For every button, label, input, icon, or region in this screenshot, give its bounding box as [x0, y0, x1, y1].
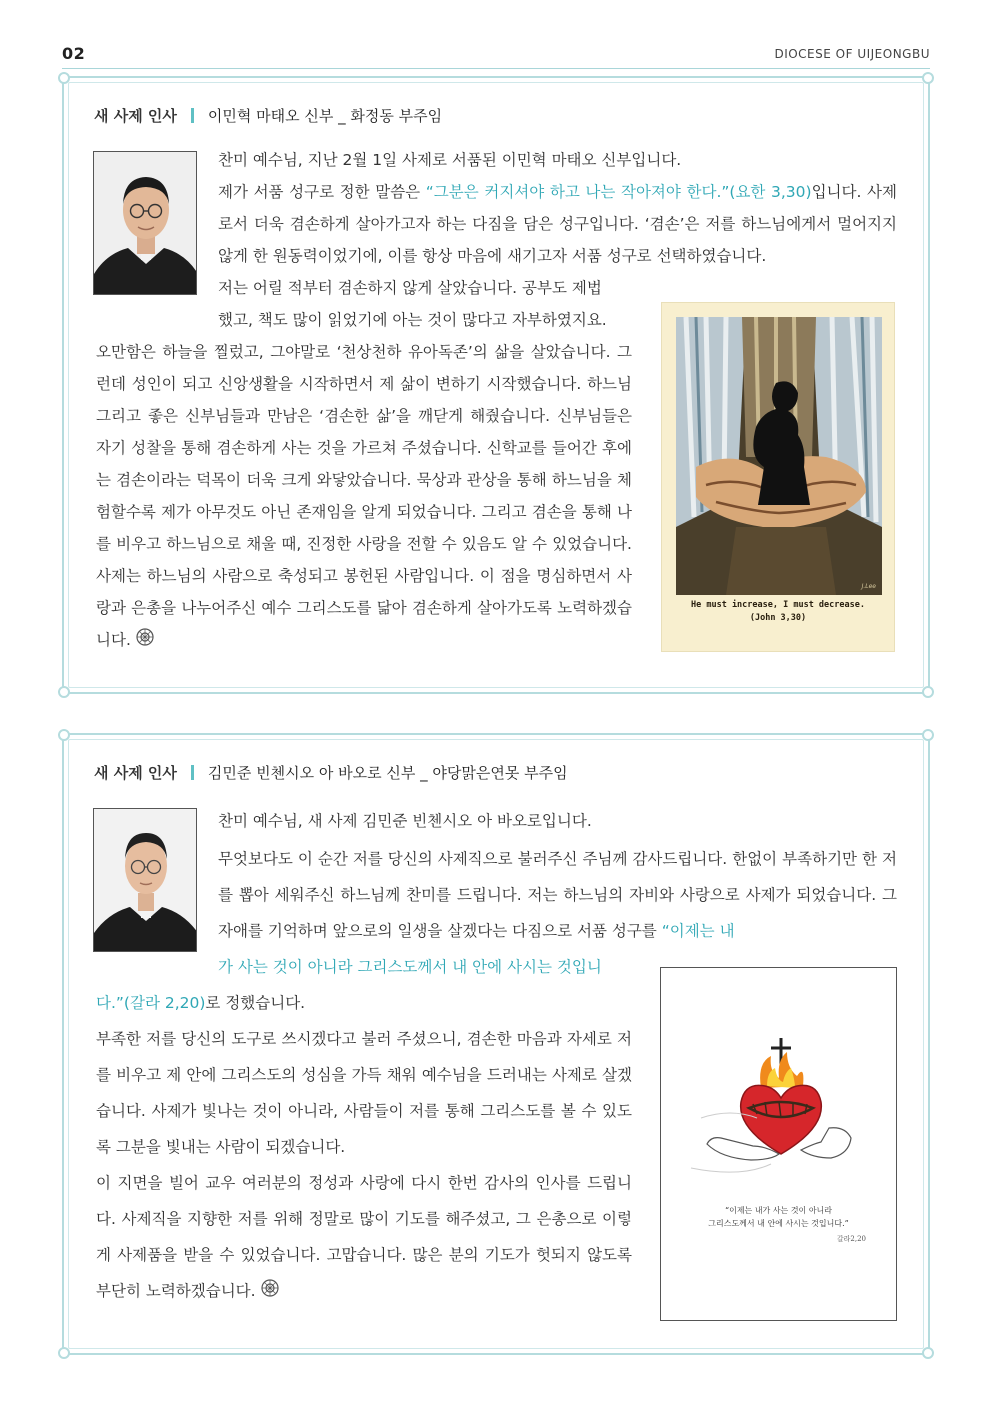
corner-ornament — [922, 1347, 934, 1359]
corner-ornament — [922, 729, 934, 741]
paragraph — [218, 841, 897, 949]
title-divider — [191, 765, 194, 780]
text-run: 오만함은 하늘을 찔렀고, 그야말로 ‘천상천하 유아독존’의 삶을 살았습니다. 그런데 성인이 되고 신앙생활을 시작하면서 제 삶이 변하기 시작했습니다. 하느님 그리고 좋은 신부님들과 만남은 ‘겸손한 삶’을 깨닫게 해줬습니다. 신부님들은 자기 성찰을 통해 겸손하게 사는 것을 가르쳐 주셨습니다. 신학교를 들어간 후에는 겸손이라는 덕목이 더욱 크게 와닿았습니다. 묵상과 관상을 통해 하느님을 체험할수록 제가 아무것도 아닌 존재임을 알게 되었습니다. 그리고 겸손을 통해 나를 비우고 하느님으로 채울 때, 진정한 사랑을 전할 수 있음도 알 수 있었습니다. 사제는 하느님의 사람으로 축성되고 봉헌된 사람입니다. 이 점을 명심하면서 사랑과 은총을 나누어주신 예수 그리스도를 닮아 겸손하게 살아가도록 노력하겠습니다. — [96, 343, 632, 649]
header-rule — [62, 68, 930, 69]
scripture-quote: 가 사는 것이 아니라 그리스도께서 내 안에 사시는 것입니 — [218, 958, 602, 976]
priest-photo-1 — [93, 151, 197, 295]
paragraph-line — [218, 949, 632, 985]
section-title-1 — [94, 105, 442, 126]
text-run: 무엇보다도 이 순간 저를 당신의 사제직으로 불러주신 주님께 감사드립니다. 한없이 부족하기만 한 저를 뽑아 세워주신 하느님께 찬미를 드립니다. 저는 하느님의 자비와 사랑으로 사제가 되었습니다. 그 자애를 기억하며 앞으로의 일생을 살겠다는 다짐으로 서품 성구를 — [218, 850, 897, 940]
text-run: 입니다. 사제로서 더욱 겸손하게 살아가고자 하는 다짐을 담은 성구입니다. ‘겸손’은 저를 하느님에게서 멀어지지 않게 한 원동력이었기에, 이를 항상 마음에 새기고자 서품 성구로 선택하였습니다. — [218, 183, 897, 265]
publication-name: DIOCESE OF UIJEONGBU — [774, 47, 930, 61]
rosette-end-mark-icon — [136, 625, 154, 657]
artwork-hands-figure — [661, 302, 895, 652]
portrait-photo-icon — [94, 152, 197, 295]
scripture-quote: 다.”(갈라 2,20) — [96, 994, 206, 1012]
portrait-photo-icon — [94, 809, 197, 952]
section-tag: 새 사제 인사 — [94, 107, 177, 125]
corner-ornament — [922, 686, 934, 698]
corner-ornament — [58, 1347, 70, 1359]
paragraph-line — [96, 985, 632, 1021]
text-run: 제가 서품 성구로 정한 말씀은 — [218, 183, 426, 201]
section-tag: 새 사제 인사 — [94, 764, 177, 782]
priest-name-title: 김민준 빈첸시오 아 바오로 신부 _ 야당맑은연못 부주임 — [207, 764, 568, 782]
artwork-sacred-heart — [660, 967, 897, 1321]
rosette-end-mark-icon — [261, 1274, 279, 1310]
title-divider — [191, 108, 194, 123]
painting — [676, 317, 882, 595]
paragraph — [96, 336, 632, 657]
section-title-2 — [94, 762, 568, 783]
corner-ornament — [922, 72, 934, 84]
paragraph — [218, 176, 897, 272]
paragraph: 찬미 예수님, 지난 2월 1일 사제로 서품된 이민혁 마태오 신부입니다. — [218, 151, 682, 169]
scripture-quote: “그분은 커지셔야 하고 나는 작아져야 한다.”(요한 3,30) — [425, 183, 812, 201]
priest-photo-2 — [93, 808, 197, 952]
quote-line: “이제는 내가 사는 것이 아니라 — [725, 1206, 832, 1215]
priest-name-title: 이민혁 마태오 신부 _ 화정동 부주임 — [207, 107, 443, 125]
praying-figure-icon — [676, 317, 882, 595]
artwork-caption — [662, 599, 894, 625]
corner-ornament — [58, 729, 70, 741]
paragraph: 찬미 예수님, 새 사제 김민준 빈첸시오 아 바오로입니다. — [218, 812, 592, 830]
caption-reference: (John 3,30) — [749, 613, 807, 623]
caption-line: He must increase, I must decrease. — [691, 600, 865, 610]
quote-reference: 갈라2,20 — [836, 1235, 866, 1243]
artwork-quote — [661, 1204, 896, 1230]
page-number: 02 — [62, 44, 86, 63]
paragraph — [96, 1165, 632, 1310]
artist-signature: J.Lee — [861, 583, 876, 590]
text-run: 로 정했습니다. — [205, 994, 306, 1012]
corner-ornament — [58, 72, 70, 84]
sacred-heart-icon — [661, 968, 896, 1320]
paragraph: 부족한 저를 당신의 도구로 쓰시겠다고 불러 주셨으니, 겸손한 마음과 자세로 저를 비우고 제 안에 그리스도의 성심을 가득 채워 예수님을 드러내는 사제로 살겠습니다. 사제가 빛나는 것이 아니라, 사람들이 저를 통해 그리스도를 볼 수 있도록 그분을 빛내는 사람이 되겠습니다. — [96, 1030, 632, 1156]
scripture-quote: “이제는 내 — [661, 922, 735, 940]
corner-ornament — [58, 686, 70, 698]
text-run: 이 지면을 빌어 교우 여러분의 정성과 사랑에 다시 한번 감사의 인사를 드립니다. 사제직을 지향한 저를 위해 정말로 많이 기도를 해주셨고, 그 은총으로 이렇게 사제품을 받을 수 있었습니다. 고맙습니다. 많은 분의 기도가 헛되지 않도록 부단히 노력하겠습니다. — [96, 1174, 632, 1300]
paragraph-line: 했고, 책도 많이 읽었기에 아는 것이 많다고 자부하였지요. — [218, 311, 607, 329]
paragraph-line: 저는 어릴 적부터 겸손하지 않게 살았습니다. 공부도 제법 — [218, 279, 602, 297]
quote-line: 그리스도께서 내 안에 사시는 것입니다.” — [708, 1219, 849, 1228]
